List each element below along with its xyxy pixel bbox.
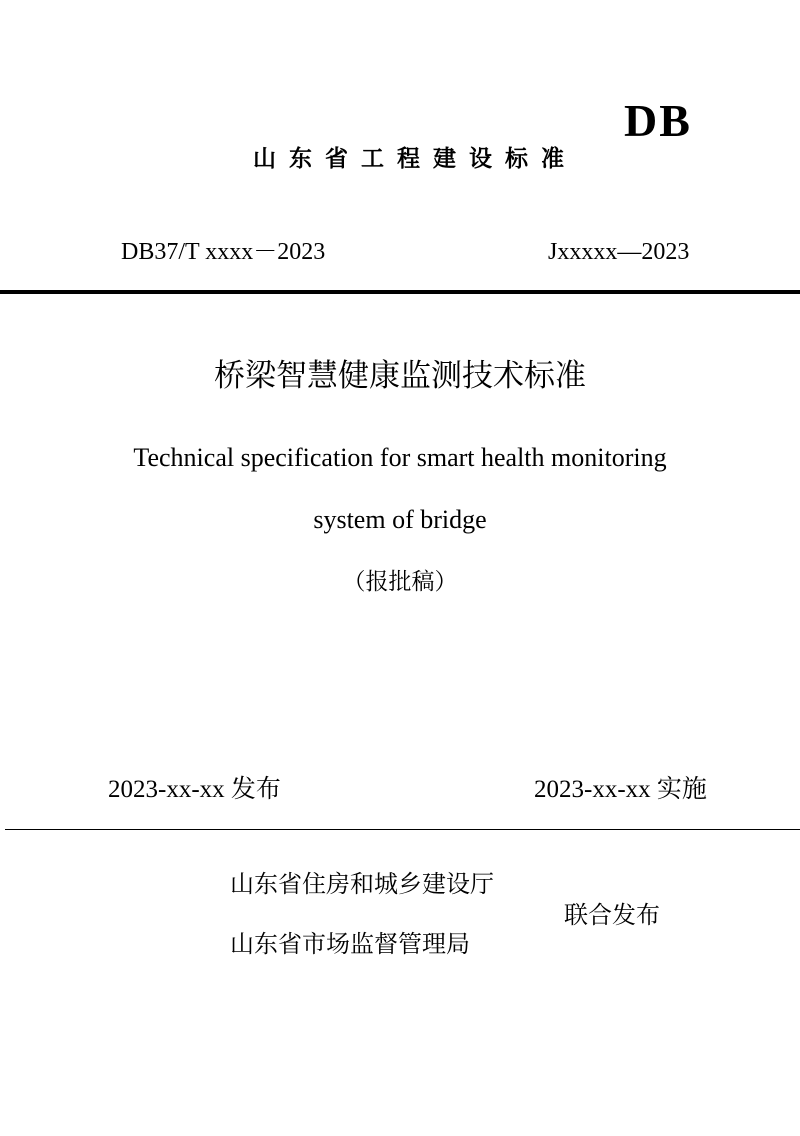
standard-category: 山东省工程建设标准 [253,146,577,172]
footer-divider [5,829,800,830]
joint-release-label: 联合发布 [564,903,660,929]
english-title-line1: Technical specification for smart health monitoring [133,443,667,472]
draft-status: （报批稿） [342,569,458,594]
release-date: 2023-xx-xx 发布 [108,776,281,803]
record-number: Jxxxxx—2023 [548,239,690,265]
implement-date: 2023-xx-xx 实施 [534,776,707,803]
document-title: 桥梁智慧健康监测技术标准 [214,358,586,393]
header-divider [0,290,800,294]
db-logo: DB [624,95,692,146]
english-title-line2: system of bridge [313,505,487,534]
standard-number: DB37/T xxxx－2023 [121,239,326,265]
issuer-housing-department: 山东省住房和城乡建设厅 [230,872,494,898]
issuer-market-regulation: 山东省市场监督管理局 [230,932,470,958]
